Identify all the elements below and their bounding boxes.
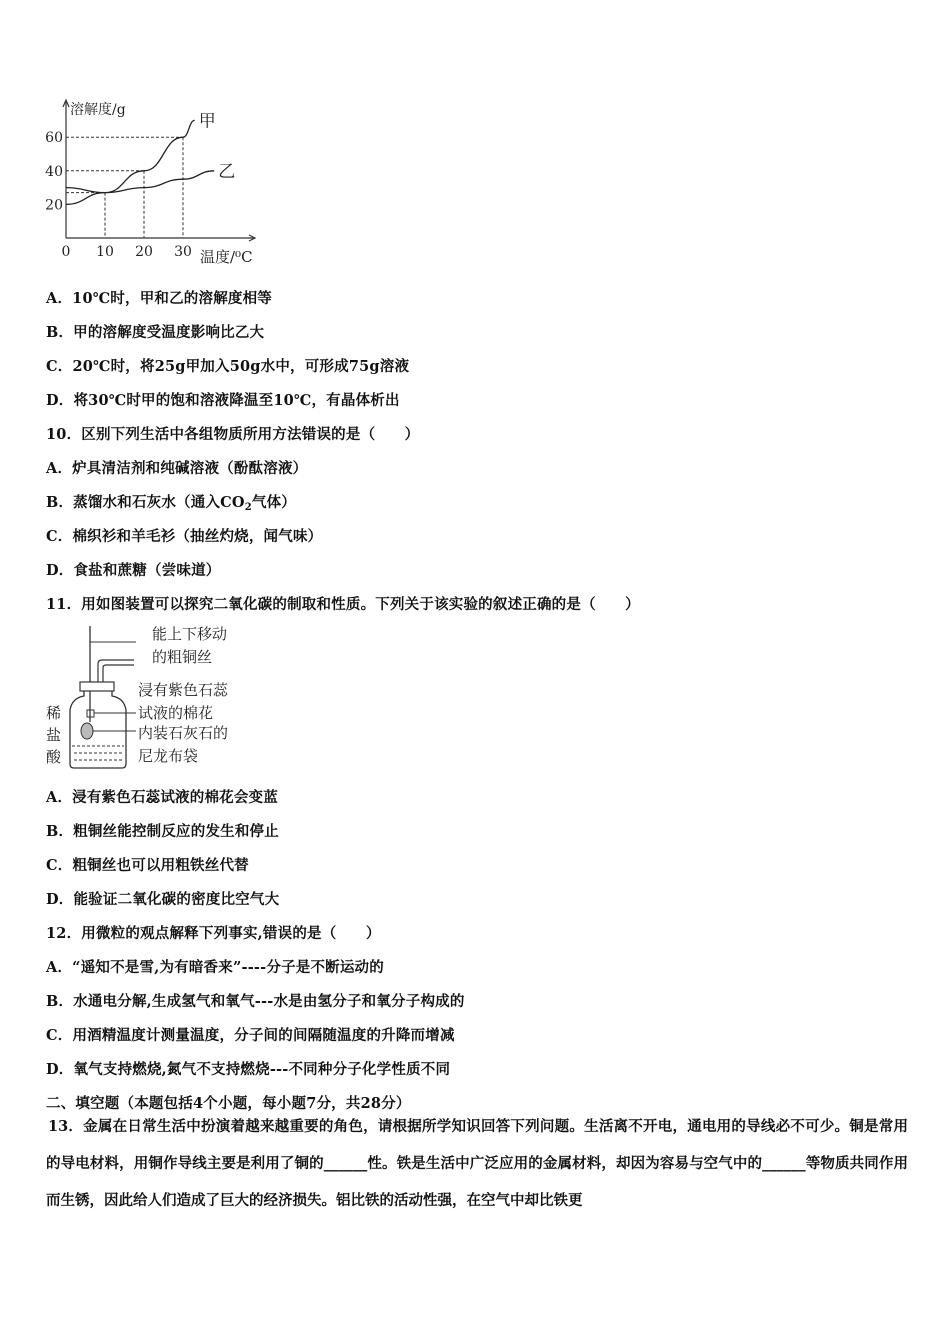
cotton-label-line-1: 浸有紫色石蕊 [138,681,229,699]
acid-label-2: 盐 [46,726,62,744]
bag-label-line-2: 尼龙布袋 [138,747,199,765]
wire-label-line-2: 的粗铜丝 [152,648,213,666]
series-label-jia: 甲 [198,111,216,132]
x-axis-label: 温度/⁰C [200,248,253,266]
co2-apparatus-figure [40,622,260,772]
q12-option-d: D．氧气支持燃烧,氮气不支持燃烧---不同种分子化学性质不同 [46,1061,451,1078]
x-tick-label: 20 [135,244,153,260]
x-tick-label: 0 [61,244,71,260]
q12-option-b: B．水通电分解,生成氢气和氧气---水是由氢分子和氧分子构成的 [46,993,465,1010]
q10-stem: 10．区别下列生活中各组物质所用方法错误的是（ ） [46,426,420,443]
acid-label-1: 稀 [46,704,62,722]
q12-option-a: A．“遥知不是雪,为有暗香来”----分子是不断运动的 [46,959,384,976]
solubility-chart [40,96,280,276]
y-tick-label: 20 [45,197,63,214]
q13-text-3: 等物质共同作用而生锈，因此给人们造成了巨大的经济损失。铝比铁的活动性强，在空气中却比铁更 [46,1155,909,1209]
series-line-jia [66,120,195,204]
q11-stem: 11．用如图装置可以探究二氧化碳的制取和性质。下列关于该实验的叙述正确的是（ ） [46,596,640,613]
series-line-yi [66,171,214,193]
wire-label-line-1: 能上下移动 [152,625,228,643]
q13-blank-2: ______ [762,1155,806,1172]
q9-option-d: D．将30℃时甲的饱和溶液降温至10℃，有晶体析出 [46,392,400,409]
x-tick-label: 30 [174,244,192,260]
y-tick-label: 40 [45,163,63,180]
chart-tick-labels [45,130,192,260]
q10-option-d: D．食盐和蔗糖（尝味道） [46,562,221,579]
cotton-label-line-2: 试液的棉花 [138,704,214,722]
q12-option-c: C．用酒精温度计测量温度，分子间的间隔随温度的升降而增减 [46,1027,455,1044]
q13-text-1: 13．金属在日常生活中扮演着越来越重要的角色，请根据所学知识回答下列问题。生活离不开电，通电用的导线必不可少。铜是常用的导电材料，用铜作导线主要是利用了铜的 [46,1118,908,1172]
series-label-yi: 乙 [218,161,236,182]
q12-stem: 12．用微粒的观点解释下列事实,错误的是（ ） [46,925,381,942]
y-axis-label: 溶解度/g [70,102,126,118]
q11-option-d: D．能验证二氧化碳的密度比空气大 [46,891,280,908]
q10-option-c: C．棉织衫和羊毛衫（抽丝灼烧，闻气味） [46,528,323,545]
q11-option-a: A．浸有紫色石蕊试液的棉花会变蓝 [46,789,278,806]
chart-guide-lines [66,137,183,238]
x-tick-label: 10 [96,244,114,260]
y-tick-label: 60 [45,130,63,147]
q13-text-2: 性。铁是生活中广泛应用的金属材料，却因为容易与空气中的 [367,1155,763,1172]
rubber-stopper [80,682,114,691]
q10-option-b-subscript: 2 [244,502,252,513]
q9-option-a: A．10℃时，甲和乙的溶解度相等 [46,290,273,307]
chart-labels [70,101,253,266]
q10-option-b-text-end: 气体） [251,494,297,511]
wide-mouth-bottle [70,691,126,768]
q10-option-b-text: B．蒸馏水和石灰水（通入CO [46,494,245,511]
limestone-nylon-bag [81,723,93,739]
q9-option-b: B．甲的溶解度受温度影响比乙大 [46,324,265,341]
q13-blank-1: ______ [323,1155,368,1172]
q10-option-b [46,491,296,513]
bag-label-line-1: 内装石灰石的 [138,724,229,742]
q13-paragraph [46,1108,908,1219]
q11-option-b: B．粗铜丝能控制反应的发生和停止 [46,823,279,840]
q11-option-c: C．粗铜丝也可以用粗铁丝代替 [46,857,249,874]
acid-label-3: 酸 [46,748,62,766]
section-2-heading: 二、填空题（本题包括4个小题，每小题7分，共28分） [46,1095,411,1112]
q10-option-a: A．炉具清洁剂和纯碱溶液（酚酞溶液） [46,460,308,477]
q9-option-c: C．20℃时，将25g甲加入50g水中，可形成75g溶液 [46,358,410,375]
chart-series [66,111,235,204]
